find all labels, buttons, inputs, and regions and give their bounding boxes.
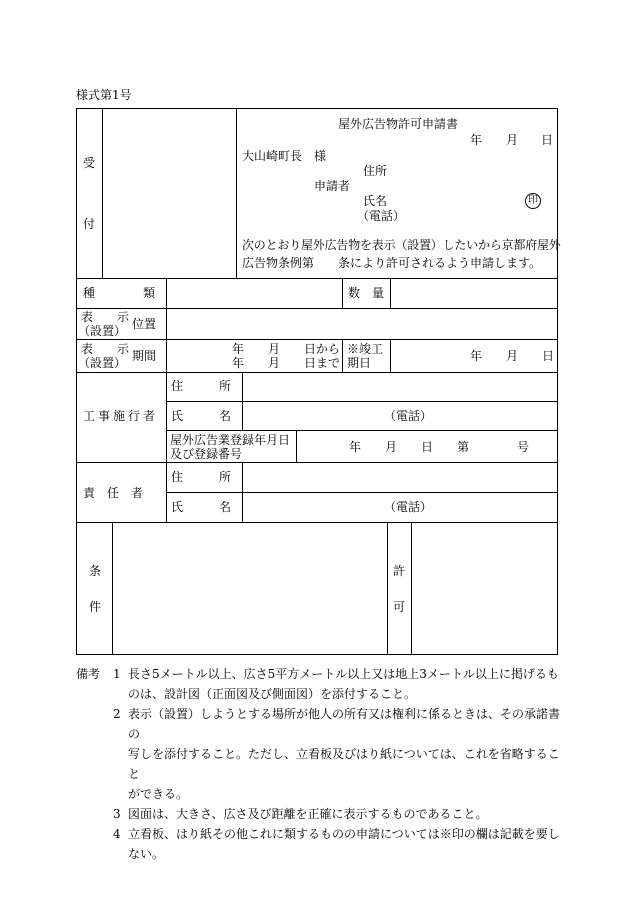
location-label-side: 位置 [132,317,157,331]
row-divider [166,430,557,431]
remarks-item-line: 長さ5メートル以上、広さ5平方メートル以上又は地上3メートル以上に掲げるも [128,667,559,681]
location-field[interactable] [167,309,556,338]
completion-label-top: ※竣工 [347,342,384,356]
registration-label-top: 屋外広告業登録年月日 [170,433,291,447]
responsible-phone-label: （電話） [384,500,433,514]
type-field[interactable] [167,279,341,307]
completion-label-bottom: 期日 [347,356,372,370]
applicant-phone-label: （電話） [357,209,406,223]
form-number: 様式第1号 [76,88,132,102]
contractor-address-field[interactable] [243,373,556,400]
remarks-item-line: 図面は、大きさ、広さ及び距離を正確に表示するものであること。 [128,807,488,821]
period-label-side: 期間 [132,349,157,363]
remarks-item [76,664,566,704]
remarks-item-number: 2 [113,707,121,721]
period-to: 年 月 日まで [232,356,341,370]
remarks-item-number: 3 [113,807,121,821]
remarks-item-line: 立看板、はり紙その他これに類するものの申請については※印の欄は記載を要し [128,827,560,841]
remarks-item [76,824,566,864]
contractor-label: 工事施行者 [83,409,159,423]
conditions-field[interactable] [113,523,386,653]
applicant-address-label: 住所 [363,164,388,178]
divider [236,108,237,278]
reception-label-top: 受 [83,156,96,170]
remarks-item-line: のは、設計図（正面図及び側面図）を添付すること。 [128,687,417,701]
reception-label-bottom: 付 [83,217,96,231]
divider [342,339,343,372]
applicant-name-label: 氏名 [363,194,388,208]
date-day: 日 [541,133,554,147]
period-from: 年 月 日から [232,342,341,356]
remarks-item-line: ができる。 [128,787,189,801]
remarks-item-number: 1 [113,667,121,681]
permission-label-bottom: 可 [393,600,406,614]
conditions-label-top: 条 [89,564,102,578]
completion-date: 年 月 日 [470,349,555,363]
contractor-address-label: 住 所 [171,379,232,393]
addressee: 大山崎町長 様 [242,149,327,163]
applicant-label: 申請者 [314,179,351,193]
divider [390,339,391,372]
statement-line-1: 次のとおり屋外広告物を表示（設置）したいから京都府屋外 [242,238,561,252]
registration-value: 年 月 日 第 号 [349,440,530,454]
responsible-name-label: 氏 名 [171,500,232,514]
date-month: 月 [506,133,519,147]
registration-label-bottom: 及び登録番号 [170,447,243,461]
remarks-item-line: 表示（設置）しようとする場所が他人の所有又は権利に係るときは、その承諾書の [128,707,561,741]
reception-stamp-area [103,109,235,277]
row-divider [76,339,557,340]
statement-line-2: 広告物条例第 条により許可されるよう申請します。 [242,256,542,270]
permission-field[interactable] [412,523,556,653]
responsible-label: 責 任 者 [83,486,144,500]
remarks [76,664,566,864]
period-label-top: 表 示 [81,342,130,356]
location-label-bottom: （設置） [78,324,127,338]
seal-icon: 印 [525,193,541,209]
table-border-left [76,108,77,655]
application-title: 屋外広告物許可申請書 [338,117,459,131]
permission-label-top: 許 [393,564,406,578]
location-label-top: 表 示 [81,310,130,324]
remarks-item [76,804,566,824]
remarks-title: 備考 [76,667,101,681]
responsible-address-label: 住 所 [171,470,232,484]
contractor-name-label: 氏 名 [171,409,232,423]
quantity-label: 数 量 [348,286,385,300]
remarks-item-line: 写しを添付すること。ただし、立看板及びはり紙については、これを省略すること [128,747,560,781]
type-label: 種 類 [83,286,156,300]
responsible-address-field[interactable] [243,463,556,491]
conditions-label-bottom: 件 [89,600,102,614]
divider [342,278,343,308]
table-border-right [557,108,558,655]
remarks-item-line: ない。 [128,847,165,861]
divider [387,522,388,654]
remarks-item [76,704,566,804]
quantity-field[interactable] [391,279,556,307]
table-border-bottom [76,654,557,655]
period-label-bottom: （設置） [78,356,127,370]
row-divider [166,492,557,493]
divider [296,430,297,462]
date-year: 年 [470,133,483,147]
remarks-item-number: 4 [113,827,121,841]
row-divider [166,401,557,402]
contractor-phone-label: （電話） [384,409,433,423]
